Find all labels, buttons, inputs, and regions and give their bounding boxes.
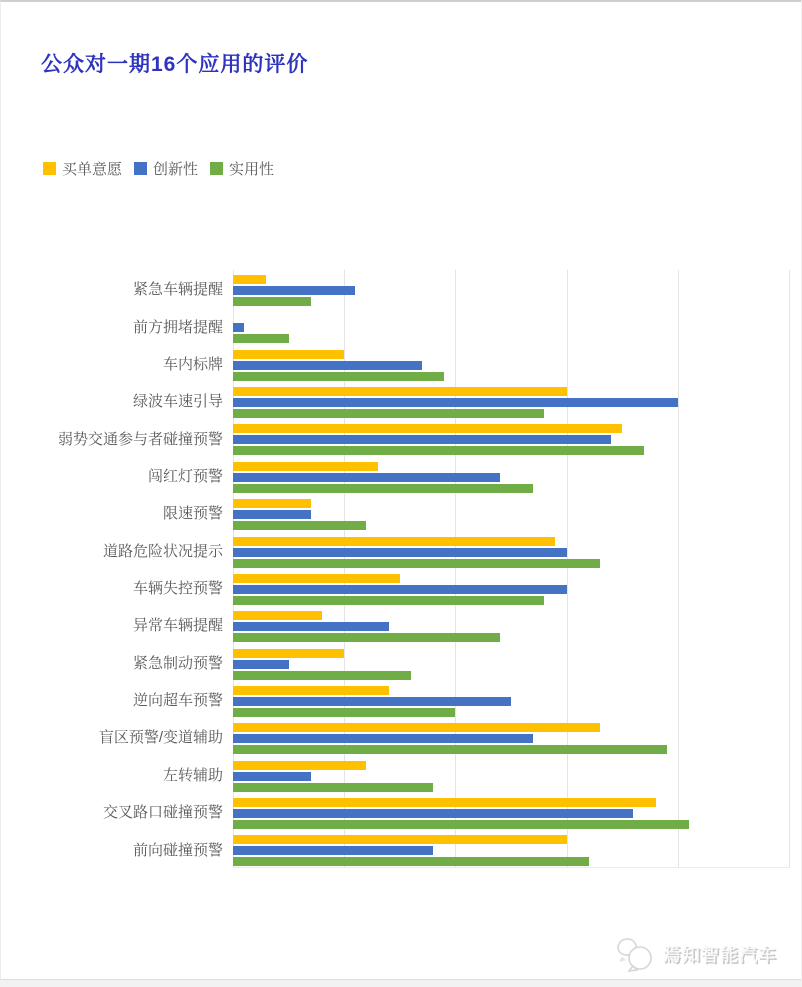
category-label: 道路危险状况提示 xyxy=(102,542,223,560)
category-label: 绿波车速引导 xyxy=(132,393,223,411)
bar-buy-intent xyxy=(233,537,555,546)
category-label: 车辆失控预警 xyxy=(132,580,223,598)
chart-row xyxy=(1,532,789,569)
category-label: 闯红灯预警 xyxy=(147,467,223,485)
bar-buy-intent xyxy=(233,723,600,732)
bar-buy-intent xyxy=(233,387,567,396)
legend-item-buy-intent xyxy=(43,158,122,179)
bar-practicality xyxy=(233,671,411,680)
bar-innovation xyxy=(233,585,567,594)
watermark-logo-icon xyxy=(615,936,657,972)
category-bars xyxy=(233,830,789,867)
category-label: 盲区预警/变道辅助 xyxy=(98,729,223,747)
bar-practicality xyxy=(233,708,455,717)
category-bars xyxy=(233,681,789,718)
legend-swatch-practicality xyxy=(210,162,223,175)
category-label: 前方拥堵提醒 xyxy=(132,318,223,336)
category-label: 紧急制动预警 xyxy=(132,654,223,672)
bar-practicality xyxy=(233,446,644,455)
bar-practicality xyxy=(233,633,500,642)
category-bars xyxy=(233,382,789,419)
category-label: 弱势交通参与者碰撞预警 xyxy=(57,430,223,448)
category-bars xyxy=(233,793,789,830)
category-bars xyxy=(233,494,789,531)
category-bars xyxy=(233,457,789,494)
legend-label-practicality: 实用性 xyxy=(229,161,275,178)
watermark-text: 焉知智能汽车 xyxy=(663,945,777,965)
bar-innovation xyxy=(233,846,433,855)
legend-item-practicality xyxy=(210,158,274,179)
bar-buy-intent xyxy=(233,462,378,471)
category-label: 交叉路口碰撞预警 xyxy=(102,804,223,822)
chart-row xyxy=(1,644,789,681)
bar-buy-intent xyxy=(233,611,322,620)
bar-innovation xyxy=(233,622,389,631)
chart-row xyxy=(1,756,789,793)
legend-swatch-buy-intent xyxy=(43,162,56,175)
chart-row xyxy=(1,830,789,867)
bar-practicality xyxy=(233,820,689,829)
gridline-5 xyxy=(789,270,790,868)
bar-practicality xyxy=(233,409,544,418)
bar-buy-intent xyxy=(233,499,311,508)
bar-practicality xyxy=(233,596,544,605)
bar-buy-intent xyxy=(233,798,656,807)
bar-innovation xyxy=(233,510,311,519)
bar-innovation xyxy=(233,323,244,332)
bar-buy-intent xyxy=(233,649,344,658)
category-bars xyxy=(233,644,789,681)
chart-row xyxy=(1,307,789,344)
chart-row xyxy=(1,270,789,307)
bar-buy-intent xyxy=(233,761,366,770)
chart-row xyxy=(1,419,789,456)
legend-swatch-innovation xyxy=(134,162,147,175)
category-label: 逆向超车预警 xyxy=(132,692,223,710)
category-bars xyxy=(233,419,789,456)
bar-practicality xyxy=(233,521,366,530)
watermark xyxy=(615,936,777,972)
bar-buy-intent xyxy=(233,350,344,359)
chart-row xyxy=(1,494,789,531)
bar-buy-intent xyxy=(233,424,622,433)
category-bars xyxy=(233,345,789,382)
chart-row xyxy=(1,606,789,643)
chart-row xyxy=(1,457,789,494)
legend-item-innovation xyxy=(134,158,198,179)
chart-rows xyxy=(1,270,789,868)
category-bars xyxy=(233,606,789,643)
bar-innovation xyxy=(233,398,678,407)
bar-practicality xyxy=(233,745,667,754)
category-label: 车内标牌 xyxy=(162,355,223,373)
legend-label-buy-intent: 买单意愿 xyxy=(62,161,123,178)
category-label: 前向碰撞预警 xyxy=(132,841,223,859)
bar-innovation xyxy=(233,548,567,557)
bar-buy-intent xyxy=(233,686,389,695)
category-bars xyxy=(233,569,789,606)
category-label: 左转辅助 xyxy=(162,766,223,784)
chart-row xyxy=(1,718,789,755)
bar-innovation xyxy=(233,734,533,743)
category-bars xyxy=(233,756,789,793)
legend-label-innovation: 创新性 xyxy=(153,161,199,178)
category-label: 紧急车辆提醒 xyxy=(132,281,223,299)
bar-innovation xyxy=(233,473,500,482)
bar-innovation xyxy=(233,809,633,818)
bar-innovation xyxy=(233,660,289,669)
chart-title: 公众对一期16个应用的评价 xyxy=(41,53,309,76)
bar-buy-intent xyxy=(233,574,400,583)
category-bars xyxy=(233,307,789,344)
chart-row xyxy=(1,793,789,830)
chart-row xyxy=(1,681,789,718)
bar-buy-intent xyxy=(233,835,567,844)
category-bars xyxy=(233,718,789,755)
chart-row xyxy=(1,569,789,606)
chart-row xyxy=(1,345,789,382)
bar-practicality xyxy=(233,334,289,343)
bar-innovation xyxy=(233,772,311,781)
bar-innovation xyxy=(233,286,355,295)
bar-chart xyxy=(1,270,789,868)
bar-practicality xyxy=(233,484,533,493)
category-label: 限速预警 xyxy=(162,505,223,523)
bar-practicality xyxy=(233,297,311,306)
chart-row xyxy=(1,382,789,419)
chart-legend xyxy=(43,158,274,179)
bar-innovation xyxy=(233,361,422,370)
bar-practicality xyxy=(233,783,433,792)
category-bars xyxy=(233,270,789,307)
category-bars xyxy=(233,532,789,569)
category-label: 异常车辆提醒 xyxy=(132,617,223,635)
bar-innovation xyxy=(233,435,611,444)
bar-practicality xyxy=(233,372,444,381)
bar-innovation xyxy=(233,697,511,706)
bar-practicality xyxy=(233,559,600,568)
bar-practicality xyxy=(233,857,589,866)
bar-buy-intent xyxy=(233,275,266,284)
